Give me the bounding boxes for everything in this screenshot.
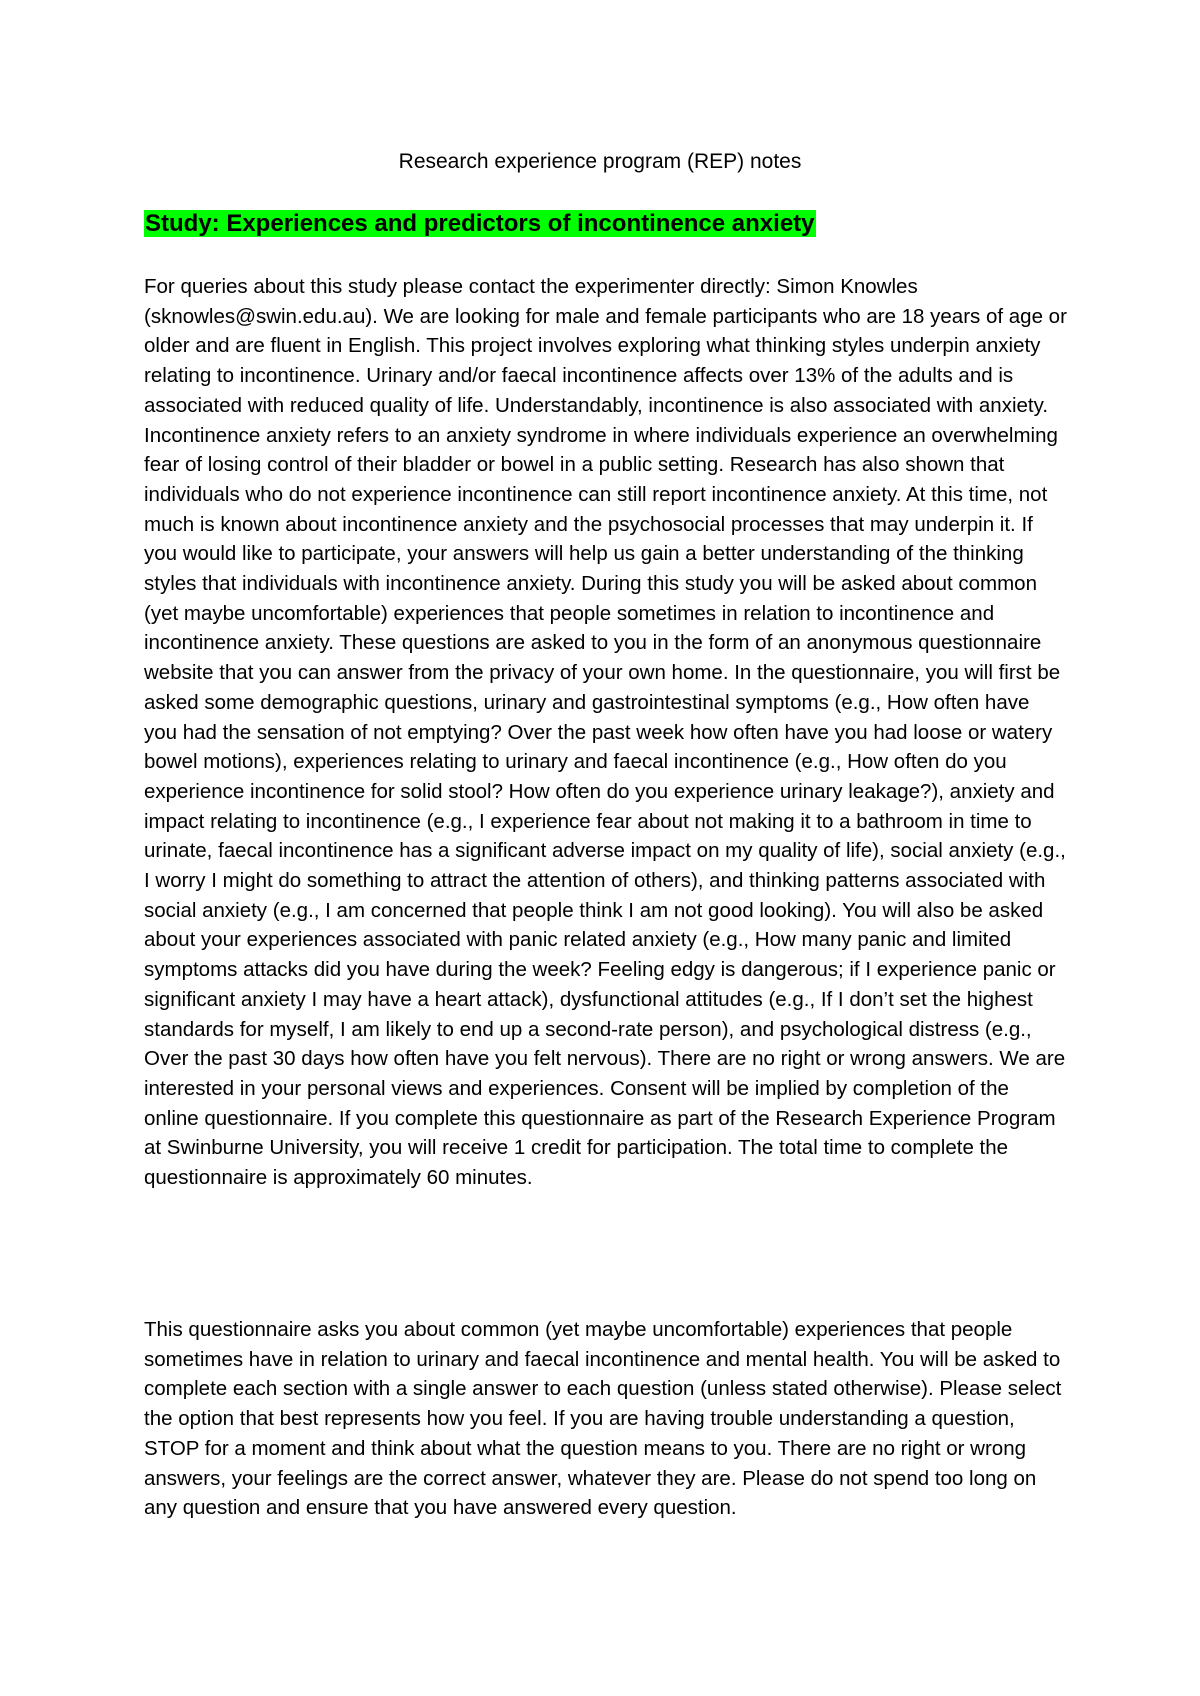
document-title: Research experience program (REP) notes [398,150,802,173]
study-heading-highlight: Study: Experiences and predictors of incontinence anxiety [145,210,815,237]
paragraph-study-description: For queries about this study please contact the experimenter directly: Simon Knowles (sknowles@swin.edu.au). We are looking for male and female participants who are 18 years of age or older and are fluent in English. This project involves exploring what thinking styles underpin anxiety relating to incontinence. Urinary and/or faecal incontinence affects over 13% of the adults and is associated with reduced quality of life. Understandably, incontinence is also associated with anxiety. Incontinence anxiety refers to an anxiety syndrome in where individuals experience an overwhelming fear of losing control of their bladder or bowel in a public setting. Research has also shown that individuals who do not experience incontinence can still report incontinence anxiety. At this time, not much is known about incontinence anxiety and the psychosocial processes that may underpin it. If you would like to participate, your answers will help us gain a better understanding of the thinking styles that individuals with incontinence anxiety. During this study you will be asked about common (yet maybe uncomfortable) experiences that people sometimes in relation to incontinence and incontinence anxiety. These questions are asked to you in the form of an anonymous questionnaire website that you can answer from the privacy of your own home. In the questionnaire, you will first be asked some demographic questions, urinary and gastrointestinal symptoms (e.g., How often have you had the sensation of not emptying? Over the past week how often have you had loose or watery bowel motions), experiences relating to urinary and faecal incontinence (e.g., How often do you experience incontinence for solid stool? How often do you experience urinary leakage?), anxiety and impact relating to incontinence (e.g., I experience fear about not making it to a bathroom in time to urinate, faecal incontinence has a significant adverse impact on my quality of life), social anxiety (e.g., I worry I might do something to attract the attention of others), and thinking patterns associated with social anxiety (e.g., I am concerned that people think I am not good looking). You will also be asked about your experiences associated with panic related anxiety (e.g., How many panic and limited symptoms attacks did you have during the week? Feeling edgy is dangerous; if I experience panic or significant anxiety I may have a heart attack), dysfunctional attitudes (e.g., If I don’t set the highest standards for myself, I am likely to end up a second-rate person), and psychological distress (e.g., Over the past 30 days how often have you felt nervous). There are no right or wrong answers. We are interested in your personal views and experiences. Consent will be implied by completion of the online questionnaire. If you complete this questionnaire as part of the Research Experience Program at Swinburne University, you will receive 1 credit for participation. The total time to complete the questionnaire is approximately 60 minutes. [144,275,1067,1190]
paragraph-questionnaire-instructions: This questionnaire asks you about common (yet maybe uncomfortable) experiences that people sometimes have in relation to urinary and faecal incontinence and mental health. You will be asked to complete each section with a single answer to each question (unless stated otherwise). Please select the option that best represents how you feel. If you are having trouble understanding a question, STOP for a moment and think about what the question means to you. There are no right or wrong answers, your feelings are the correct answer, whatever they are. Please do not spend too long on any question and ensure that you have answered every question. [144,1318,1062,1520]
study-heading [144,208,816,240]
